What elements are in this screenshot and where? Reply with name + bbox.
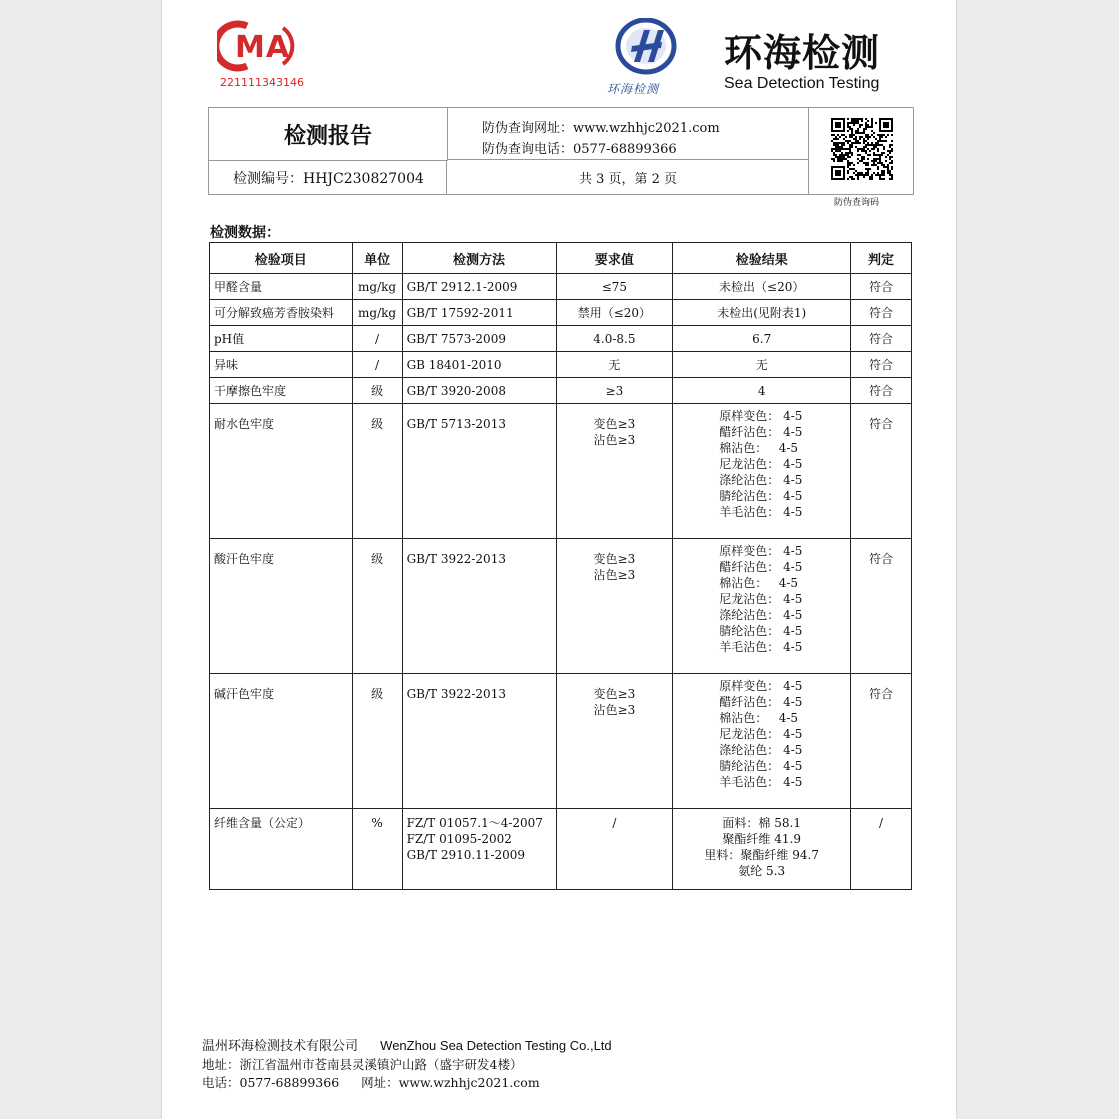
footer-phone: 电话：0577-68899366 <box>202 1075 340 1090</box>
result-line: 棉沾色： 4-5 <box>719 711 799 725</box>
test-data-table <box>209 242 912 890</box>
test-item: 异味 <box>210 352 353 378</box>
unit: mg/kg <box>352 300 402 326</box>
unit: 级 <box>352 404 402 539</box>
column-header: 要求值 <box>556 243 673 274</box>
method-line: FZ/T 01057.1～4-2007 <box>406 816 543 830</box>
method-line: FZ/T 01095-2002 <box>406 832 512 846</box>
test-result <box>673 674 851 809</box>
result-line: 棉沾色： 4-5 <box>719 576 799 590</box>
result-line: 里料：聚酯纤维 94.7 <box>704 848 819 862</box>
table-row <box>210 674 912 809</box>
test-result: 4 <box>673 378 851 404</box>
column-header: 检测方法 <box>402 243 556 274</box>
report-page <box>162 0 956 1119</box>
logo-caption: 环海检测 <box>607 82 660 96</box>
unit: / <box>352 326 402 352</box>
verdict: 符合 <box>851 539 912 674</box>
test-result: 未检出(见附表1) <box>673 300 851 326</box>
test-method: GB/T 3922-2013 <box>402 539 556 674</box>
requirement: / <box>556 809 673 890</box>
result-line: 原样变色： 4-5 <box>719 679 803 693</box>
company-name-en: WenZhou Sea Detection Testing Co.,Ltd <box>380 1038 612 1053</box>
unit: 级 <box>352 539 402 674</box>
footer-contact <box>202 1073 540 1091</box>
brand-name-cn: 环海检测 <box>724 31 881 75</box>
result-line: 涤纶沾色： 4-5 <box>719 608 803 622</box>
method-line: GB/T 2910.11-2009 <box>406 848 526 862</box>
test-method: GB 18401-2010 <box>402 352 556 378</box>
cma-number: 221111343146 <box>220 76 304 89</box>
requirement-line: 变色≥3 <box>593 417 636 431</box>
test-method: GB/T 7573-2009 <box>402 326 556 352</box>
test-method: GB/T 3920-2008 <box>402 378 556 404</box>
column-header: 单位 <box>352 243 402 274</box>
verdict: 符合 <box>851 404 912 539</box>
test-item: 酸汗色牢度 <box>210 539 353 674</box>
cma-logo-text: MA <box>235 30 291 65</box>
column-header: 判定 <box>851 243 912 274</box>
table-row <box>210 378 912 404</box>
test-method: GB/T 17592-2011 <box>402 300 556 326</box>
test-result <box>673 404 851 539</box>
anti-fake-query <box>448 108 808 160</box>
test-result <box>673 539 851 674</box>
qr-label: 防伪查询码 <box>834 198 880 208</box>
result-line: 醋纤沾色： 4-5 <box>719 695 803 709</box>
result-line: 醋纤沾色： 4-5 <box>719 425 803 439</box>
result-line: 面料：棉 58.1 <box>722 816 801 830</box>
requirement: 4.0-8.5 <box>556 326 673 352</box>
report-info-box <box>208 107 914 195</box>
result-line: 氨纶 5.3 <box>738 864 786 878</box>
huanhai-logo-icon <box>610 18 682 78</box>
table-header-row <box>210 243 912 274</box>
test-item: 甲醛含量 <box>210 274 353 300</box>
column-header: 检验项目 <box>210 243 353 274</box>
requirement <box>556 674 673 809</box>
test-item: 碱汗色牢度 <box>210 674 353 809</box>
result-line: 腈纶沾色： 4-5 <box>719 624 803 638</box>
requirement-line: 沾色≥3 <box>593 568 636 582</box>
test-item: 耐水色牢度 <box>210 404 353 539</box>
verdict: / <box>851 809 912 890</box>
section-title: 检测数据： <box>210 225 280 241</box>
test-method: GB/T 5713-2013 <box>402 404 556 539</box>
result-line: 尼龙沾色： 4-5 <box>719 457 803 471</box>
cma-logo <box>217 20 305 72</box>
requirement-line: 沾色≥3 <box>593 433 636 447</box>
test-result: 6.7 <box>673 326 851 352</box>
requirement: 无 <box>556 352 673 378</box>
test-result: 无 <box>673 352 851 378</box>
table-row <box>210 274 912 300</box>
table-row <box>210 326 912 352</box>
brand-name-en: Sea Detection Testing <box>724 75 880 92</box>
verdict: 符合 <box>851 378 912 404</box>
report-code: 检测编号：HHJC230827004 <box>209 161 447 194</box>
verdict: 符合 <box>851 674 912 809</box>
result-line: 棉沾色： 4-5 <box>719 441 799 455</box>
test-method: GB/T 3922-2013 <box>402 674 556 809</box>
unit: 级 <box>352 378 402 404</box>
verdict: 符合 <box>851 352 912 378</box>
table-row <box>210 300 912 326</box>
footer-address: 地址：浙江省温州市苍南县灵溪镇沪山路（盛宇研发4楼） <box>202 1057 523 1072</box>
requirement: ≥3 <box>556 378 673 404</box>
verdict: 符合 <box>851 300 912 326</box>
verdict: 符合 <box>851 274 912 300</box>
result-line: 羊毛沾色： 4-5 <box>719 505 803 519</box>
test-item: 纤维含量（公定） <box>210 809 353 890</box>
requirement-line: 变色≥3 <box>593 687 636 701</box>
requirement-line: 沾色≥3 <box>593 703 636 717</box>
test-result <box>673 809 851 890</box>
requirement <box>556 404 673 539</box>
unit: % <box>352 809 402 890</box>
test-item: 可分解致癌芳香胺染料 <box>210 300 353 326</box>
test-result: 未检出（≤20） <box>673 274 851 300</box>
unit: / <box>352 352 402 378</box>
test-method: GB/T 2912.1-2009 <box>402 274 556 300</box>
unit: 级 <box>352 674 402 809</box>
query-phone: 防伪查询电话：0577-68899366 <box>482 142 677 157</box>
result-line: 醋纤沾色： 4-5 <box>719 560 803 574</box>
result-line: 腈纶沾色： 4-5 <box>719 489 803 503</box>
query-url: 防伪查询网址：www.wzhhjc2021.com <box>482 121 720 136</box>
test-method <box>402 809 556 890</box>
table-row <box>210 404 912 539</box>
test-item: pH值 <box>210 326 353 352</box>
result-line: 羊毛沾色： 4-5 <box>719 640 803 654</box>
footer-website[interactable]: 网址：www.wzhhjc2021.com <box>361 1075 540 1090</box>
table-row <box>210 352 912 378</box>
result-line: 涤纶沾色： 4-5 <box>719 743 803 757</box>
requirement: ≤75 <box>556 274 673 300</box>
result-line: 腈纶沾色： 4-5 <box>719 759 803 773</box>
requirement: 禁用（≤20） <box>556 300 673 326</box>
requirement-line: 变色≥3 <box>593 552 636 566</box>
result-line: 羊毛沾色： 4-5 <box>719 775 803 789</box>
result-line: 尼龙沾色： 4-5 <box>719 727 803 741</box>
report-title: 检测报告 <box>209 108 448 161</box>
requirement <box>556 539 673 674</box>
verdict: 符合 <box>851 326 912 352</box>
unit: mg/kg <box>352 274 402 300</box>
page-info: 共 3 页，第 2 页 <box>578 172 678 187</box>
company-name-cn: 温州环海检测技术有限公司 <box>202 1039 359 1054</box>
table-row <box>210 809 912 890</box>
qr-code-icon[interactable] <box>831 118 893 180</box>
table-row <box>210 539 912 674</box>
result-line: 原样变色： 4-5 <box>719 409 803 423</box>
test-item: 干摩擦色牢度 <box>210 378 353 404</box>
result-line: 涤纶沾色： 4-5 <box>719 473 803 487</box>
result-line: 尼龙沾色： 4-5 <box>719 592 803 606</box>
result-line: 原样变色： 4-5 <box>719 544 803 558</box>
footer-company <box>202 1035 612 1054</box>
result-line: 聚酯纤维 41.9 <box>722 832 801 846</box>
column-header: 检验结果 <box>673 243 851 274</box>
